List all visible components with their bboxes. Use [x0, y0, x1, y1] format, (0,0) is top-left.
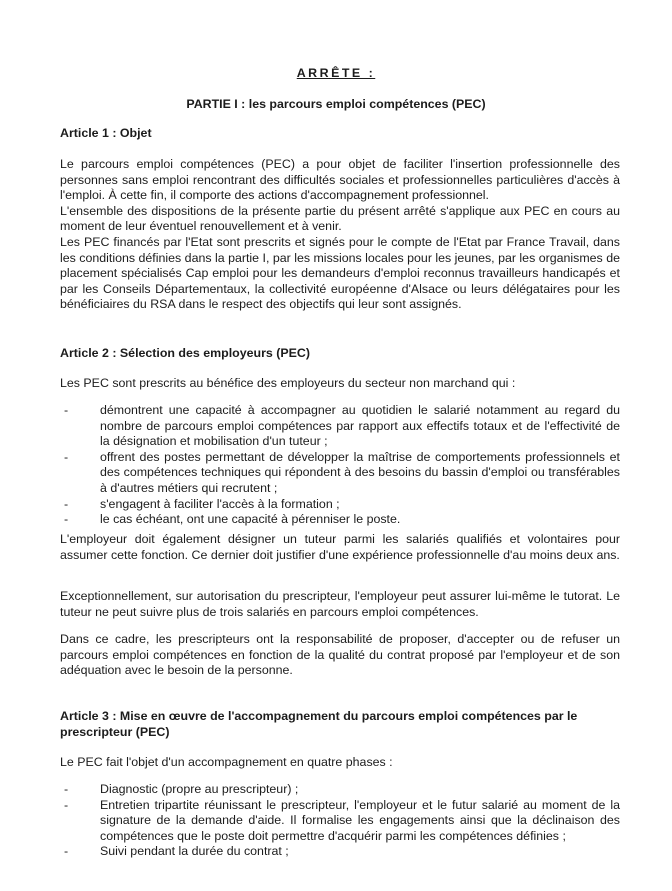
- part-title: PARTIE I : les parcours emploi compétences (PEC): [186, 97, 486, 111]
- dash-bullet: -: [64, 797, 69, 812]
- list-item-text: Suivi pendant la durée du contrat ;: [100, 844, 289, 859]
- article-2-exception-paragraph: Exceptionnellement, sur autorisation du prescripteur, l'employeur peut assurer lui-même le tutorat. Le tuteur ne peut suivre plus de trois salariés en parcours emploi compétences.: [60, 589, 620, 619]
- article-3-intro: Le PEC fait l'objet d'un accompagnement en quatre phases :: [60, 755, 393, 769]
- dash-bullet: -: [64, 844, 69, 859]
- document-heading: ARRÊTE :: [296, 66, 376, 80]
- list-item: [60, 403, 620, 450]
- article-1-paragraph: Les PEC financés par l'Etat sont prescrits et signés pour le compte de l'Etat par France Travail, dans les conditions définies dans la partie I, par les missions locales pour les jeunes, par les organismes de placement spécialisés Cap emploi pour les demandeurs d'emploi reconnus travailleurs handicapés et par les Conseils Départementaux, la collectivité européenne d'Alsace ou leurs délégataires pour les bénéficiaires du RSA dans le respect des objectifs qui leur sont assignés.: [60, 234, 620, 312]
- list-item: [60, 497, 620, 513]
- article-1-body: [60, 157, 620, 313]
- article-2-intro: Les PEC sont prescrits au bénéfice des employeurs du secteur non marchand qui :: [60, 376, 516, 390]
- list-item-text: offrent des postes permettant de développer la maîtrise de comportements professionnels et des compétences techniques qui répondent à des besoins du bassin d'emploi ou transférables à d'autres métiers qui recrutent ;: [100, 449, 620, 495]
- list-item-text: démontrent une capacité à accompagner au quotidien le salarié notamment au regard du nombre de parcours emploi compétences par rapport aux effectifs totaux et de l'effectivité de la désignation et mobilisation d'un tuteur ;: [100, 403, 620, 449]
- dash-bullet: -: [64, 512, 69, 527]
- article-3-list: [60, 782, 620, 860]
- list-item-text: Diagnostic (propre au prescripteur) ;: [100, 782, 299, 796]
- list-item: [60, 512, 620, 528]
- article-2-list: [60, 403, 620, 528]
- list-item-text: Entretien tripartite réunissant le prescripteur, l'employeur et le futur salarié au moment de la signature de la demande d'aide. Il formalise les engagements ainsi que la déclinaison des compétences que le poste doit permettre d'acquérir parmi les compétences définies ;: [100, 797, 620, 843]
- article-2-tutor-paragraph: L'employeur doit également désigner un tuteur parmi les salariés qualifiés et volontaires pour assumer cette fonction. Ce dernier doit justifier d'une expérience professionnelle d'au moins deux ans.: [60, 532, 620, 562]
- article-2-title: Article 2 : Sélection des employeurs (PEC): [60, 346, 310, 360]
- article-1-paragraph: Le parcours emploi compétences (PEC) a pour objet de faciliter l'insertion professionnelle des personnes sans emploi rencontrant des difficultés sociales et professionnelles particulières d'accès à l'emploi. À cette fin, il comporte des actions d'accompagnement professionnel.: [60, 157, 620, 203]
- article-2-context-paragraph: Dans ce cadre, les prescripteurs ont la responsabilité de proposer, d'accepter ou de refuser un parcours emploi compétences en fonction de la qualité du contrat proposé par l'employeur et de son adéquation avec le besoin de la personne.: [60, 632, 620, 678]
- dash-bullet: -: [64, 403, 69, 417]
- list-item-text: le cas échéant, ont une capacité à pérenniser le poste.: [100, 512, 401, 527]
- article-1-paragraph: L'ensemble des dispositions de la présente partie du présent arrêté s'applique aux PEC en cours au moment de leur éventuel renouvellement et à venir.: [60, 203, 620, 234]
- article-1-title: Article 1 : Objet: [60, 126, 152, 140]
- list-item: [60, 798, 620, 845]
- list-item-text: s'engagent à faciliter l'accès à la formation ;: [100, 496, 340, 511]
- dash-bullet: -: [64, 782, 69, 796]
- article-3-title: Article 3 : Mise en œuvre de l'accompagnement du parcours emploi compétences par le prescripteur (PEC): [60, 709, 578, 739]
- list-item: [60, 782, 620, 798]
- dash-bullet: -: [64, 449, 69, 464]
- dash-bullet: -: [64, 496, 69, 511]
- list-item: [60, 450, 620, 497]
- list-item: [60, 844, 620, 860]
